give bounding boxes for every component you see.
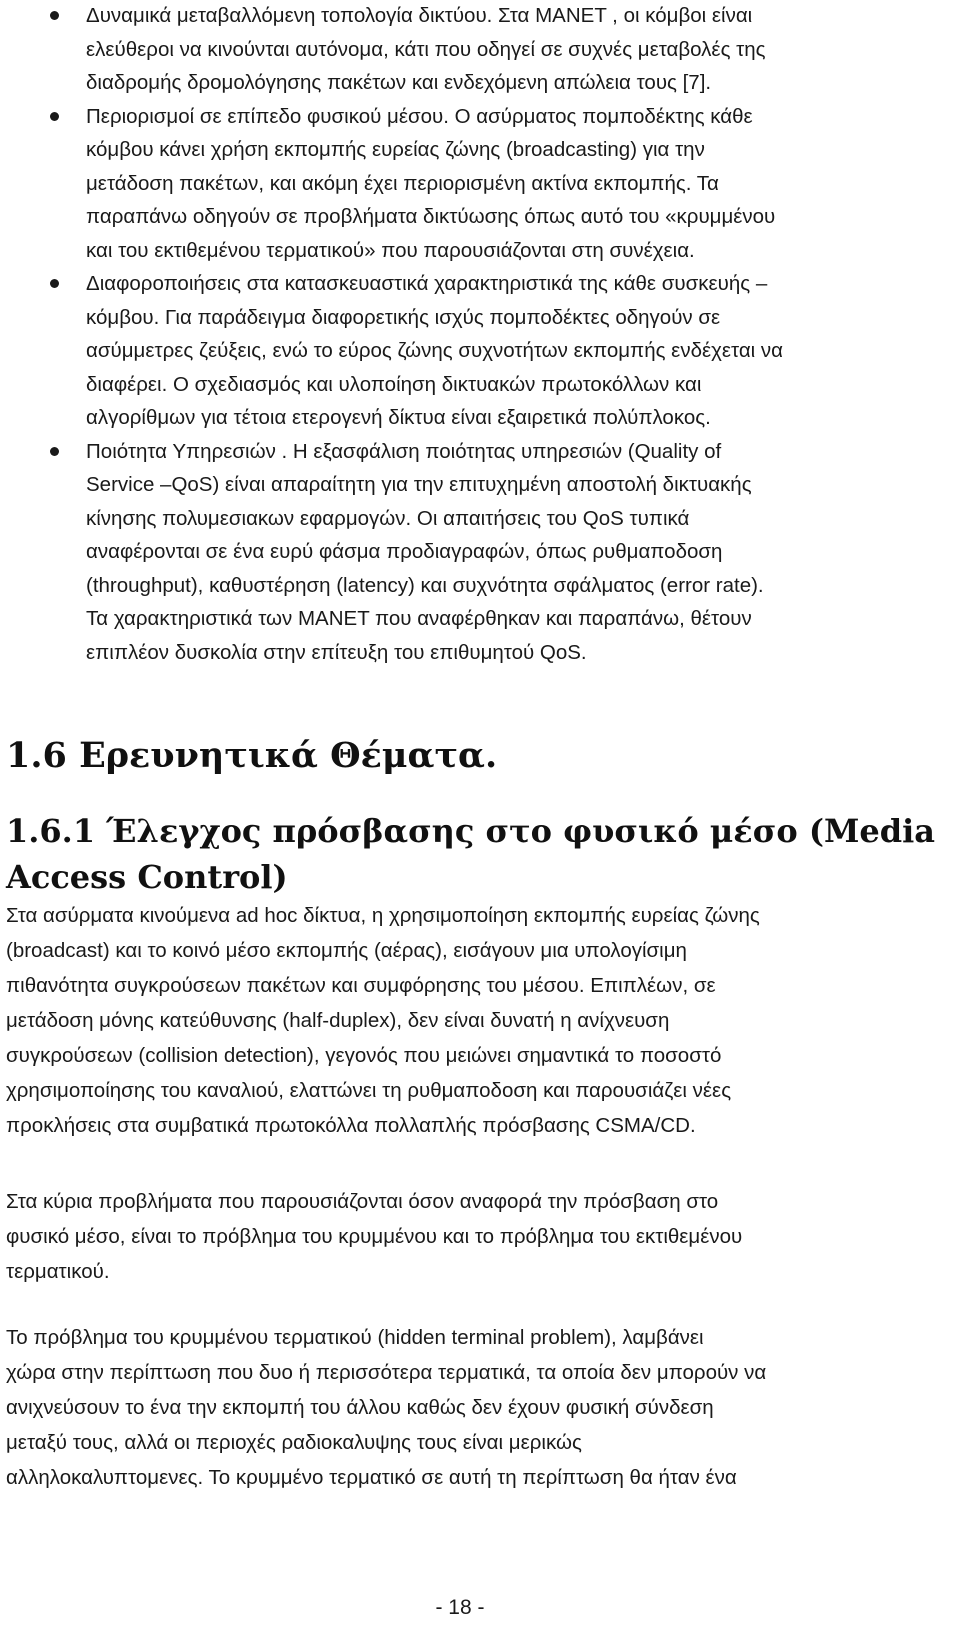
text-line: κόμβου κάνει χρήση εκπομπής ευρείας ζώνης (broadcasting) για την <box>86 138 705 161</box>
text-line: επιπλέον δυσκολία στην επίτευξη του επιθυμητού QoS. <box>86 640 587 664</box>
text-line: ελεύθεροι να κινούνται αυτόνομα, κάτι που οδηγεί σε συχνές μεταβολές της <box>86 37 766 61</box>
text-line: χώρα στην περίπτωση που δυο ή περισσότερα τερματικά, τα οποία δεν μπορούν να <box>6 1361 767 1384</box>
text-line: προκλήσεις στα συμβατικά πρωτοκόλλα πολλαπλής πρόσβασης CSMA/CD. <box>6 1114 696 1137</box>
paragraph <box>6 1184 956 1289</box>
text-line: κίνησης πολυμεσιακων εφαρμογών. Οι απαιτήσεις του QoS τυπικά <box>86 506 690 530</box>
paragraph <box>6 1320 956 1495</box>
text-line: Ποιότητα Υπηρεσιών . Η εξασφάλιση ποιότητας υπηρεσιών (Quality of <box>86 439 722 463</box>
bullet-dot-icon <box>50 279 59 288</box>
text-line: Στα ασύρματα κινούμενα ad hoc δίκτυα, η χρησιμοποίηση εκπομπής ευρείας ζώνης <box>6 904 760 927</box>
bullet-item <box>0 435 960 670</box>
bullet-item <box>0 100 960 268</box>
text-line: ασύμμετρες ζεύξεις, ενώ το εύρος ζώνης συχνοτήτων εκπομπής ενδέχεται να <box>86 339 784 362</box>
bullet-dot-icon <box>50 112 59 121</box>
text-line: Το πρόβλημα του κρυμμένου τερματικού (hidden terminal problem), λαμβάνει <box>6 1326 704 1349</box>
text-line: αλληλοκαλυπτομενες. Το κρυμμένο τερματικό σε αυτή τη περίπτωση θα ήταν ένα <box>6 1466 737 1489</box>
section-heading: 1.6 Ερευνητικά Θέματα. <box>6 735 498 776</box>
text-line: αναφέρονται σε ένα ευρύ φάσμα προδιαγραφών, όπως ρυθμαποδοση <box>86 540 723 563</box>
text-line: πιθανότητα συγκρούσεων πακέτων και συμφόρησης του μέσου. Επιπλέων, σε <box>6 974 716 997</box>
text-line: (throughput), καθυστέρηση (latency) και συχνότητα σφάλματος (error rate). <box>86 573 764 597</box>
bullet-dot-icon <box>50 447 59 456</box>
text-line: κόμβου. Για παράδειγμα διαφορετικής ισχύς πομποδέκτες οδηγούν σε <box>86 305 721 329</box>
text-line: και του εκτιθεμένου τερματικού» που παρουσιάζονται στη συνέχεια. <box>86 238 695 262</box>
text-line: φυσικό μέσο, είναι το πρόβλημα του κρυμμένου και το πρόβλημα του εκτιθεμένου <box>6 1225 743 1248</box>
text-line: μετάδοση μόνης κατεύθυνσης (half-duplex), δεν είναι δυνατή η ανίχνευση <box>6 1009 670 1032</box>
bullet-item <box>0 267 960 435</box>
text-line: Τα χαρακτηριστικά των MANET που αναφέρθηκαν και παραπάνω, θέτουν <box>86 607 752 630</box>
text-line: διαφέρει. Ο σχεδιασμός και υλοποίηση δικτυακών πρωτοκόλλων και <box>86 372 702 396</box>
text-line: παραπάνω οδηγούν σε προβλήματα δικτύωσης όπως αυτό του «κρυμμένου <box>86 205 776 228</box>
bullet-dot-icon <box>50 11 59 20</box>
text-line: Service –QoS) είναι απαραίτητη για την επιτυχημένη αποστολή δικτυακής <box>86 473 752 496</box>
text-line: τερματικού. <box>6 1260 110 1283</box>
paragraph <box>6 898 956 1143</box>
text-line: διαδρομής δρομολόγησης πακέτων και ενδεχόμενη απώλεια τους [7]. <box>86 71 712 94</box>
text-line: Περιορισμοί σε επίπεδο φυσικού μέσου. Ο ασύρματος πομποδέκτης κάθε <box>86 104 753 128</box>
text-line: Διαφοροποιήσεις στα κατασκευαστικά χαρακτηριστικά της κάθε συσκευής – <box>86 272 768 295</box>
text-line: Δυναμικά μεταβαλλόμενη τοπολογία δικτύου. Στα MANET , οι κόμβοι είναι <box>86 4 753 27</box>
text-line: συγκρούσεων (collision detection), γεγονός που μειώνει σημαντικά το ποσοστό <box>6 1044 722 1067</box>
text-line: Στα κύρια προβλήματα που παρουσιάζονται όσον αναφορά την πρόσβαση στο <box>6 1190 719 1213</box>
heading-line: Access Control) <box>6 858 288 896</box>
text-line: ανιχνεύσουν το ένα την εκπομπή του άλλου καθώς δεν έχουν φυσική σύνδεση <box>6 1396 714 1419</box>
bullet-list <box>0 0 960 669</box>
text-line: μεταξύ τους, αλλά οι περιοχές ραδιοκαλυψης τους είναι μερικώς <box>6 1431 582 1454</box>
text-line: (broadcast) και το κοινό μέσο εκπομπής (αέρας), εισάγουν μια υπολογίσιμη <box>6 939 687 962</box>
text-line: χρησιμοποίησης του καναλιού, ελαττώνει τη ρυθμαποδοση και παρουσιάζει νέες <box>6 1079 732 1102</box>
page-number: - 18 - <box>435 1596 485 1619</box>
bullet-item <box>0 0 960 100</box>
heading-line: 1.6.1 Έλεγχος πρόσβασης στο φυσικό μέσο (Media <box>6 812 935 850</box>
text-line: αλγορίθμων για τέτοια ετερογενή δίκτυα είναι εξαιρετικά πολύπλοκος. <box>86 406 711 429</box>
subsection-heading <box>6 808 935 900</box>
text-line: μετάδοση πακέτων, και ακόμη έχει περιορισμένη ακτίνα εκπομπής. Τα <box>86 171 719 195</box>
